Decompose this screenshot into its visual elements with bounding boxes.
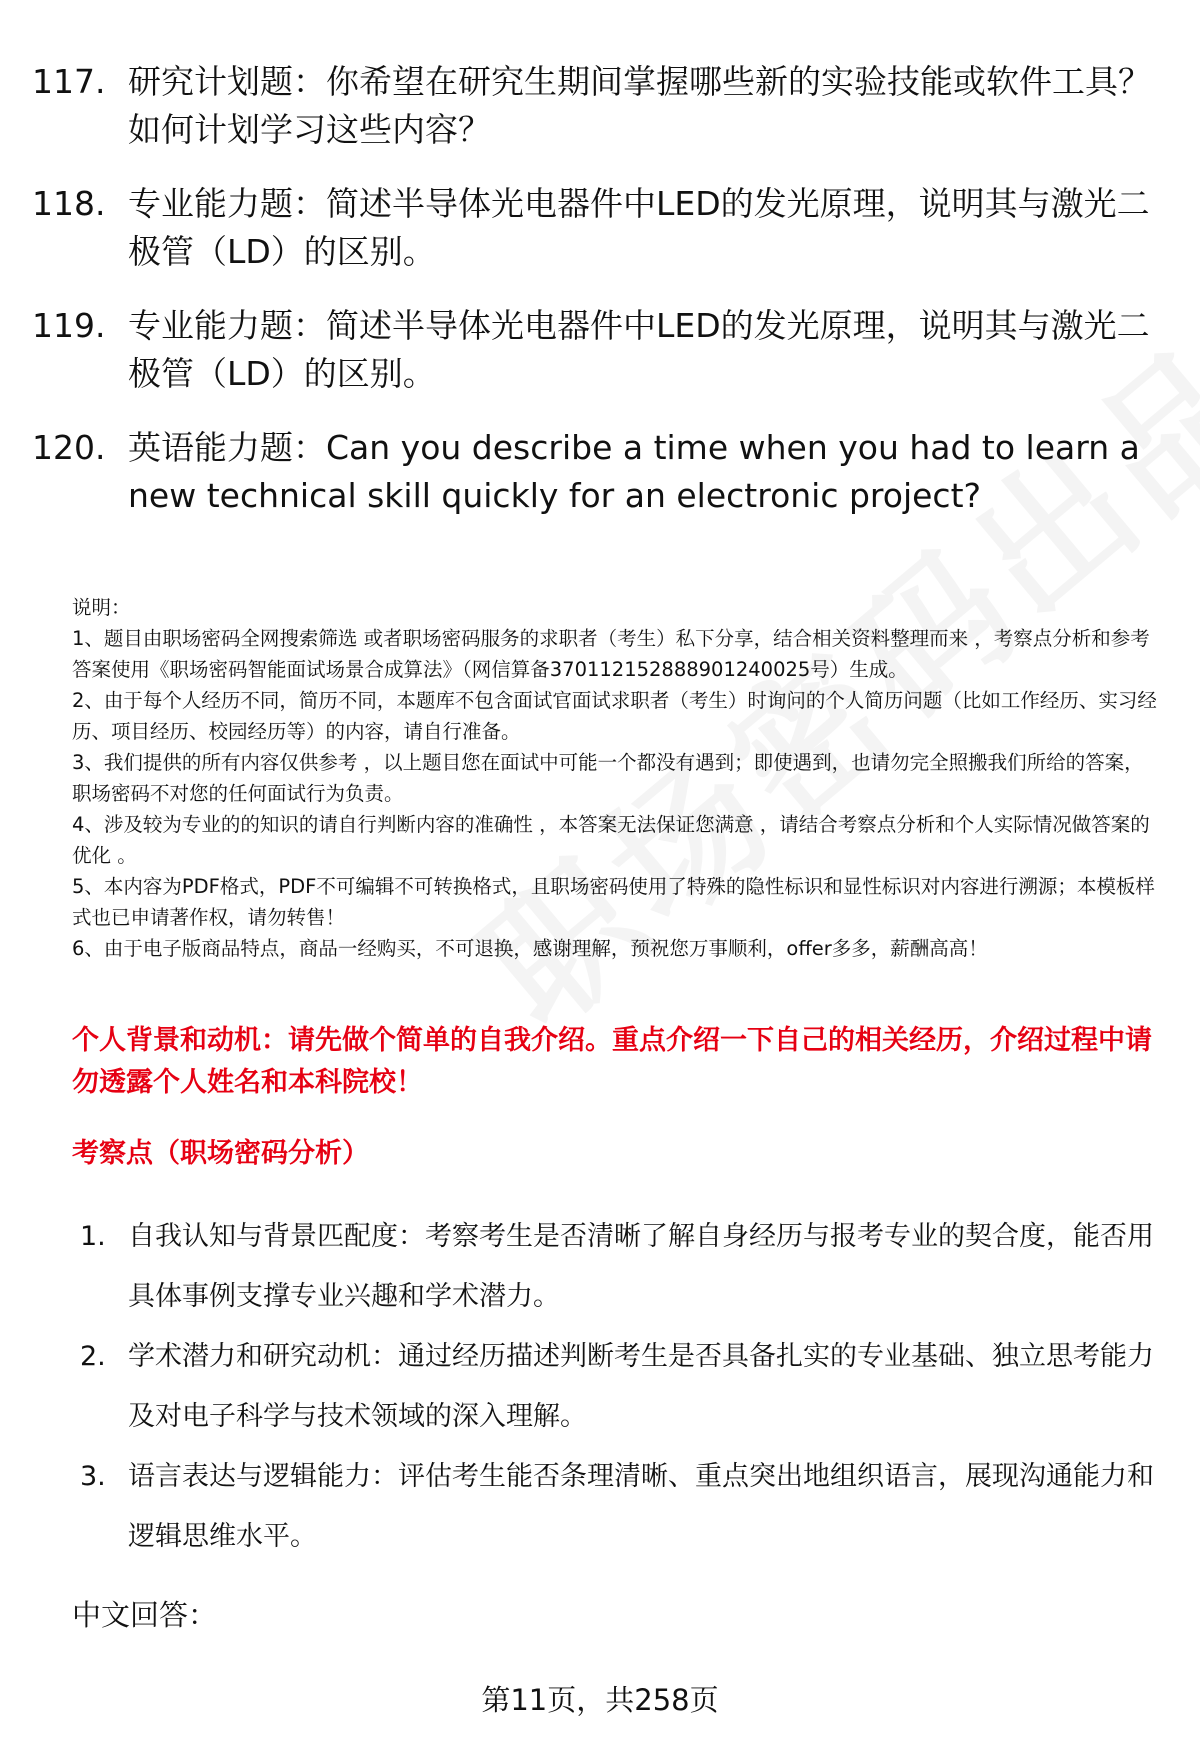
note-item: 2、由于每个人经历不同，简历不同，本题库不包含面试官面试求职者（考生）时询问的个人简历问题（比如工作经历、实习经历、项目经历、校园经历等）的内容，请自行准备。 bbox=[72, 689, 1157, 743]
page-footer: 第11页，共258页 bbox=[481, 1683, 719, 1717]
note-item: 6、由于电子版商品特点，商品一经购买，不可退换，感谢理解，预祝您万事顺利，offer多多，薪酬高高！ bbox=[72, 937, 988, 960]
analysis-points bbox=[80, 1207, 1160, 1567]
interview-prompt: 个人背景和动机：请先做个简单的自我介绍。重点介绍一下自己的相关经历，介绍过程中请勿透露个人姓名和本科院校！ bbox=[72, 1025, 1152, 1098]
question-text: 专业能力题：简述半导体光电器件中LED的发光原理，说明其与激光二极管（LD）的区别。 bbox=[128, 306, 1150, 393]
point-text: 学术潜力和研究动机：通过经历描述判断考生是否具备扎实的专业基础、独立思考能力及对电子科学与技术领域的深入理解。 bbox=[128, 1341, 1154, 1432]
question-number: 119. bbox=[32, 306, 106, 345]
question-item bbox=[32, 180, 1172, 276]
note-item: 5、本内容为PDF格式，PDF不可编辑不可转换格式，且职场密码使用了特殊的隐性标识和显性标识对内容进行溯源；本模板样式也已申请著作权，请勿转售！ bbox=[72, 875, 1155, 929]
question-text: 专业能力题：简述半导体光电器件中LED的发光原理，说明其与激光二极管（LD）的区别。 bbox=[128, 184, 1150, 271]
note-item: 3、我们提供的所有内容仅供参考 ，以上题目您在面试中可能一个都没有遇到；即使遇到，也请勿完全照搬我们所给的答案，职场密码不对您的任何面试行为负责。 bbox=[72, 751, 1144, 805]
point-text: 自我认知与背景匹配度：考察考生是否清晰了解自身经历与报考专业的契合度，能否用具体事例支撑专业兴趣和学术潜力。 bbox=[128, 1221, 1154, 1312]
question-number: 120. bbox=[32, 428, 106, 467]
point-number: 1. bbox=[80, 1221, 106, 1252]
point-number: 2. bbox=[80, 1341, 106, 1372]
question-number: 117. bbox=[32, 62, 106, 101]
analysis-point bbox=[80, 1447, 1160, 1567]
point-number: 3. bbox=[80, 1461, 106, 1492]
analysis-point bbox=[80, 1207, 1160, 1327]
question-item bbox=[32, 424, 1172, 520]
note-item: 4、涉及较为专业的的知识的请自行判断内容的准确性 ，本答案无法保证您满意 ，请结合考察点分析和个人实际情况做答案的优化 。 bbox=[72, 813, 1150, 867]
analysis-heading: 考察点（职场密码分析） bbox=[72, 1138, 369, 1169]
note-item: 1、题目由职场密码全网搜索筛选 或者职场密码服务的求职者（考生）私下分享，结合相关资料整理而来 ，考察点分析和参考答案使用《职场密码智能面试场景合成算法》（网信算备370112152888901240025号）生成。 bbox=[72, 627, 1150, 681]
notes-title: 说明： bbox=[72, 596, 131, 619]
question-list bbox=[32, 58, 1172, 546]
question-text: 研究计划题：你希望在研究生期间掌握哪些新的实验技能或软件工具？如何计划学习这些内容？ bbox=[128, 62, 1151, 149]
question-text: 英语能力题：Can you describe a time when you had to learn a new technical skill quickly for an electronic project? bbox=[128, 428, 1140, 515]
question-item bbox=[32, 58, 1172, 154]
point-text: 语言表达与逻辑能力：评估考生能否条理清晰、重点突出地组织语言，展现沟通能力和逻辑思维水平。 bbox=[128, 1461, 1154, 1552]
analysis-point bbox=[80, 1327, 1160, 1447]
question-number: 118. bbox=[32, 184, 106, 223]
notes-section bbox=[72, 592, 1162, 964]
answer-label: 中文回答： bbox=[72, 1598, 218, 1632]
question-item bbox=[32, 302, 1172, 398]
